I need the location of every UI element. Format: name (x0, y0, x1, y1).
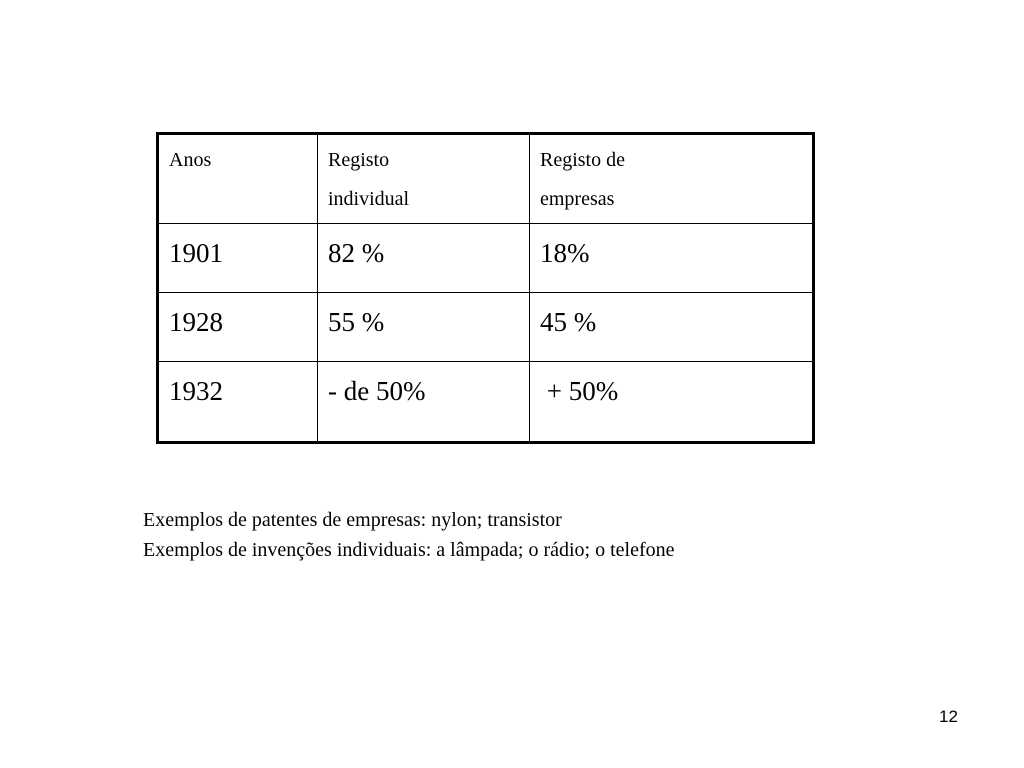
table-cell-empresas: + 50% (530, 362, 814, 443)
note-line-empresas: Exemplos de patentes de empresas: nylon; transistor (143, 509, 562, 531)
table-cell-individual: - de 50% (318, 362, 530, 443)
header-cell-registo-individual (318, 134, 530, 224)
header-text: individual (328, 188, 410, 210)
table-cell-year: 1928 (158, 293, 318, 362)
header-cell-registo-empresas (530, 134, 814, 224)
table-cell-year: 1932 (158, 362, 318, 443)
table-row (158, 362, 814, 443)
table-header-row (158, 134, 814, 224)
page-number: 12 (939, 707, 958, 726)
table-cell-empresas: 18% (530, 224, 814, 293)
note-line-individuais: Exemplos de invenções individuais: a lâmpada; o rádio; o telefone (143, 539, 675, 561)
header-text: Registo (328, 149, 390, 171)
table-cell-empresas: 45 % (530, 293, 814, 362)
header-text: empresas (540, 188, 615, 210)
patents-table (156, 132, 815, 444)
table-cell-individual: 55 % (318, 293, 530, 362)
table-row (158, 293, 814, 362)
table-cell-individual: 82 % (318, 224, 530, 293)
table-cell-year: 1901 (158, 224, 318, 293)
table-row (158, 224, 814, 293)
header-text: Registo de (540, 149, 625, 171)
header-cell-anos (158, 134, 318, 224)
notes (143, 505, 675, 565)
header-text: Anos (169, 149, 212, 171)
